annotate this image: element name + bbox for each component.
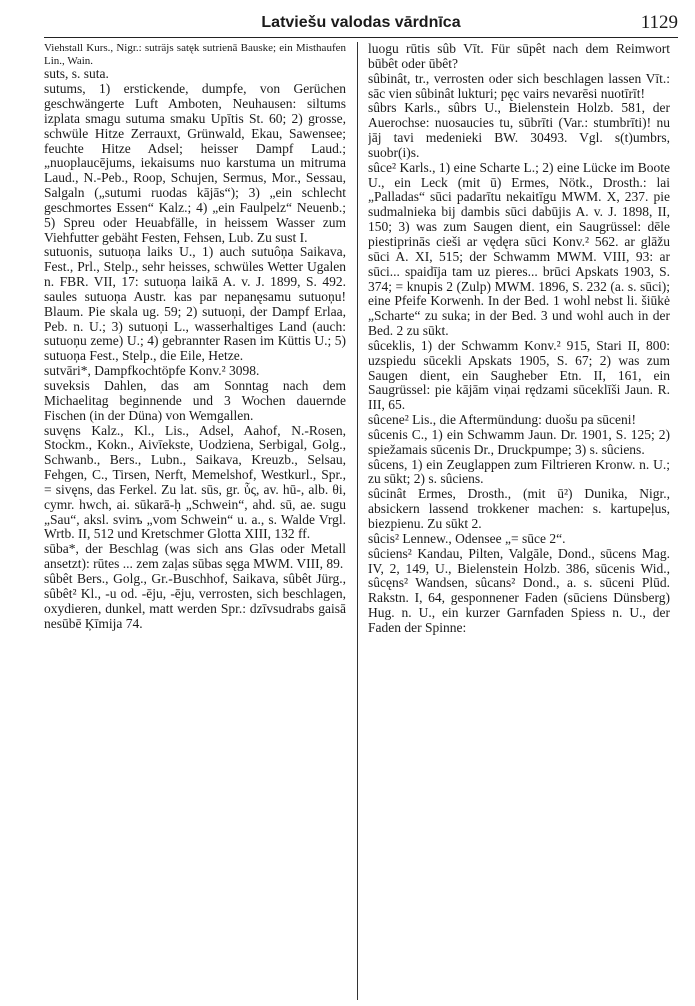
entry-suceklis: sûceklis, 1) der Schwamm Konv.² 915, Stari II, 800: uzspiedu sūcekli Apskats 1905, S. 67; 2) was zum Saugen dient, ein Saugheber Etn. II, 161, ein Saugrüssel: pie kājām viņai rędzami sūceklīši Jaun. R. III, 65. [368,337,670,413]
page-header [44,10,678,36]
entry-sutvari: sutvāri*, Dampfkochtöpfe Konv.² 3098. [44,363,260,379]
entry-suts: suts, s. suta. [44,66,109,82]
header-rule [44,37,678,38]
right-column [368,42,670,1000]
entry-sucene: sûcene² Lis., die Aftermündung: duošu pa sūceni! [368,412,636,428]
entry-sutuonis: sutuonis, sutuoņa laiks U., 1) auch sutuôņa Saikava, Fest., Prl., Stelp., sehr heisses, schwüles Wetter Ugalen n. FBR. VII, 17: sutuoņa laikā A. v. J. 1899, S. 492. saules sutuoņa Austr. kas par nepanęsamu sutuoņu! Blaum. Pie skala ug. 59; 2) sutuoņi, der Dampf Erlaa, Peb. n. U.; 3) sutuoņi L., wasserhaltiges Land (auch: sutuoņu zeme) U.; 4) gebrannter Rasen im Küttis U.; 5) sutuoņa Fest., Stelp., die Eile, Hetze. [44,244,346,364]
entry-suciens: sûciens² Kandau, Pilten, Valgāle, Dond., sūcens Mag. IV, 2, 149, U., Bielenstein Holzb. 386, sūcenis Wid., sûcęns² Wandsen, sûcans² Dond., a. s. sūceni Plūd. Rakstn. I, 64, gesponnener Faden (sūciens Dünsberg) Hug. n. U., ein kurzer Garnfaden Spiess n. U., der Faden der Spinne: [368,545,670,635]
entry-sucenis: sûcenis C., 1) ein Schwamm Jaun. Dr. 1901, S. 125; 2) spiežamais sūcenis Dr., Druckpumpe; 3) s. sûciens. [368,426,670,457]
dictionary-title: Latviešu valodas vārdnīca [261,14,461,31]
left-column [44,42,346,1000]
entry-suba: sūba*, der Beschlag (was sich ans Glas oder Metall ansetzt): rūtes ... zem zaļas sūbas sęga MWM. VIII, 89. [44,541,346,572]
entry-suce: sûce² Karls., 1) eine Scharte L.; 2) eine Lücke im Boote U., ein Leck (mit ū) Ermes, Nötk., Drosth.: lai „Palladas“ sūci padarītu nekaitīgu MWM. X, 237. pie sudmalnieka bij dambis sūci dabūjis A. v. J. 1898, II, 150; 3) was zum Saugen dient, ein Saugrüssel: dēle piestiprinās cieši ar vędęra sūci Konv.² 562. ar glāžu sūci A. XI, 515; der Schwamm MWM. VIII, 93: ar sūci... spaidīja tam uz pieres... brūci Apskats 1903, S. 374; = knupis 2 (Zulp) MWM. 1896, S. 232 (a. s. sūci); eine Pfeife Korwenh. In der Bed. 1 wohl nebst li. šiūkė „Scharte“ zu suka; in der Bed. 3 und wohl auch in der Bed. 2 zu sūkt. [368,159,670,339]
entry-subet: sûbêt Bers., Golg., Gr.-Buschhof, Saikava, sûbêt Jürg., sûbêt² Kl., -u od. -ēju, -ēju, verrosten, sich beschlagen, oxydieren, dunkel, matt werden Spr.: dzīvsudrabs gaisā nesūbē Ķīmija 74. [44,570,346,631]
entry-continuation: luogu rūtis sûb Vīt. Für sūpêt nach dem Reimwort būbêt oder ūbêt? [368,42,670,71]
entry-suveksis: suveksis Dahlen, das am Sonntag nach dem Michaelitag beginnende und 3 Wochen dauernde Fischen (in der Düna) von Wemgallen. [44,378,346,423]
entry-sutums: sutums, 1) erstickende, dumpfe, von Gerüchen geschwängerte Luft Amboten, Neuhausen: siltums izplata smagu sutuma smaku Upītis St. 60; 2) grosse, schwüle Hitze Zerrauxt, Grünwald, Ekau, Sawensee; feuchte Hitze Adsel; heisser Dampf Laud.; „nuoplaucējums, iekaisums nuo karstuma un mitruma Laud., N.-Peb., Roop, Schujen, Sermus, Mor., Sessau, Salgaln („sutumi ruodas kājās“); 3) „ein schlecht geschmortes Essen“ Kalz.; 4) „ein Faulpelz“ Neuenb.; 5) Spreu oder Heuabfälle, in heissem Wasser zum Viehfutter gebäht Festen, Fehsen, Lub. Zu sust I. [44,81,346,245]
entry-subinat: sûbinât, tr., verrosten oder sich beschlagen lassen Vīt.: sāc vien sûbinât lukturi; pęc vairs nevarēsi nuotīrīt! [368,70,670,101]
page-number: 1129 [640,12,678,33]
entry-sucinat: sûcinât Ermes, Drosth., (mit ū²) Dunika, Nigr., absickern lassend trokkener machen: s. kartupeļus, biezpienu. Zu sūkt 2. [368,486,670,531]
entry-suvens: suvęns Kalz., Kl., Lis., Adsel, Aahof, N.-Rosen, Stockm., Kokn., Aivīekste, Uodziena, Serbigal, Golg., Schwanb., Bers., Lubn., Saikava, Kreuzb., Selsau, Fehgen, C., Tirsen, Nerft, Memelshof, Westkurl., Spr., = sivęns, das Ferkel. Zu lat. sūs, gr. ὗς, av. hū-, alb. θi, cymr. hwch, ai. sūkarā-ḥ „Schwein“, ahd. sū, ae. sugu „Sau“, aksl. svinъ „vom Schwein“ u. a., s. Walde Vrgl. Wrtb. II, 512 und Kretschmer Glotta XIII, 132 ff. [44,422,346,542]
entry-sucens: sûcens, 1) ein Zeuglappen zum Filtrieren Kronw. n. U.; zu sūkt; 2) s. sûciens. [368,456,670,487]
entry-fragment: Viehstall Kurs., Nigr.: suträjs satęk sutrienā Bauske; ein Misthaufen Lin., Wain. [44,42,346,67]
column-divider [357,42,358,1000]
entry-sucis: sûcis² Lennew., Odensee „= sūce 2“. [368,530,566,546]
entry-subrs: sûbrs Karls., sûbrs U., Bielenstein Holzb. 581, der Auerochse: nuosaucies tu, sūbrīti (Var.: stumbrīti)! nu jāj tavi medenieki BW. 30493. Vgl. s(t)umbrs, suobr(i)s. [368,100,670,160]
